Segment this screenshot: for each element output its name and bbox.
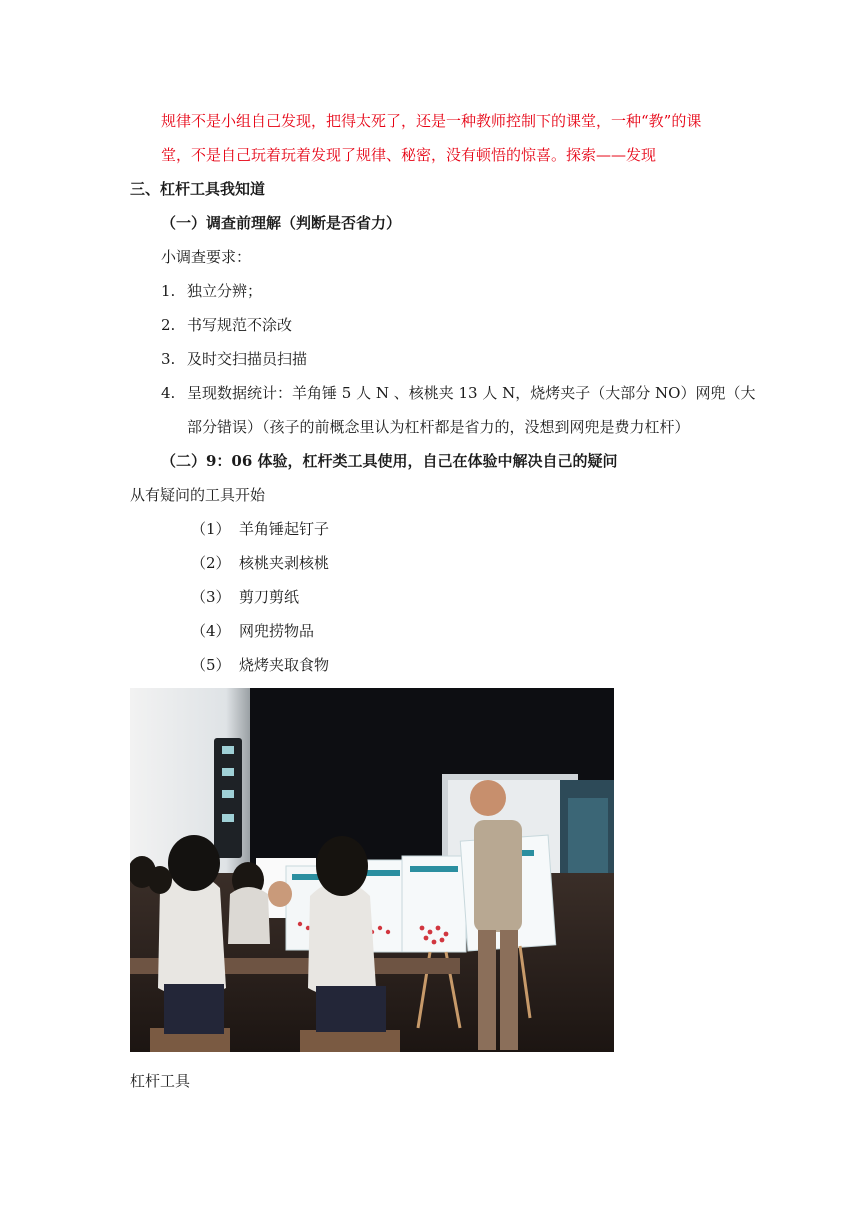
- list-item: [161, 314, 292, 336]
- list-item-text: 羊角锤起钉子: [239, 520, 330, 538]
- list-item-number: 2.: [161, 316, 176, 334]
- list-item: [191, 518, 329, 540]
- list-item: [191, 552, 329, 574]
- list-item: [161, 382, 755, 404]
- list-item: [191, 620, 314, 642]
- photo-caption: 杠杆工具: [130, 1072, 191, 1090]
- list-item-text: 独立分辨；: [187, 282, 263, 300]
- list-item-text: 网兜捞物品: [239, 622, 315, 640]
- list-item-text: 剪刀剪纸: [239, 588, 300, 606]
- reflection-line-2: 堂，不是自己玩着玩着发现了规律、秘密，没有顿悟的惊喜。探索——发现: [161, 146, 657, 164]
- section-heading: 三、杠杆工具我知道: [130, 180, 266, 198]
- list-item: [191, 586, 299, 608]
- list-item: [161, 348, 307, 370]
- tools-intro: 从有疑问的工具开始: [130, 486, 266, 504]
- list-item: [191, 654, 329, 676]
- list-item-number: 1.: [161, 282, 176, 300]
- classroom-photo: [130, 688, 614, 1052]
- list-item-number: 3.: [161, 350, 176, 368]
- list-item-text: 书写规范不涂改: [187, 316, 293, 334]
- subsection-heading-1: （一）调查前理解（判断是否省力）: [161, 214, 402, 232]
- list-item-text: 核桃夹剥核桃: [239, 554, 330, 572]
- list-item: [161, 280, 262, 302]
- list-item-continuation: 部分错误）（孩子的前概念里认为杠杆都是省力的，没想到网兜是费力杠杆）: [187, 418, 690, 436]
- list-item-number: （5）: [191, 656, 231, 674]
- list-item-number: （1）: [191, 520, 231, 538]
- reflection-line-1: 规律不是小组自己发现，把得太死了，还是一种教师控制下的课堂，一种“教”的课: [161, 112, 702, 130]
- subsection-heading-2: （二）9：06 体验，杠杆类工具使用，自己在体验中解决自己的疑问: [161, 452, 618, 470]
- list-item-number: 4.: [161, 384, 176, 402]
- list-item-text: 呈现数据统计：羊角锤 5 人 N 、核桃夹 13 人 N，烧烤夹子（大部分 NO）网兜（大: [187, 384, 756, 402]
- list-item-number: （2）: [191, 554, 231, 572]
- survey-intro: 小调查要求：: [161, 248, 252, 266]
- list-item-text: 烧烤夹取食物: [239, 656, 330, 674]
- list-item-number: （3）: [191, 588, 231, 606]
- list-item-number: （4）: [191, 622, 231, 640]
- list-item-text: 及时交扫描员扫描: [187, 350, 308, 368]
